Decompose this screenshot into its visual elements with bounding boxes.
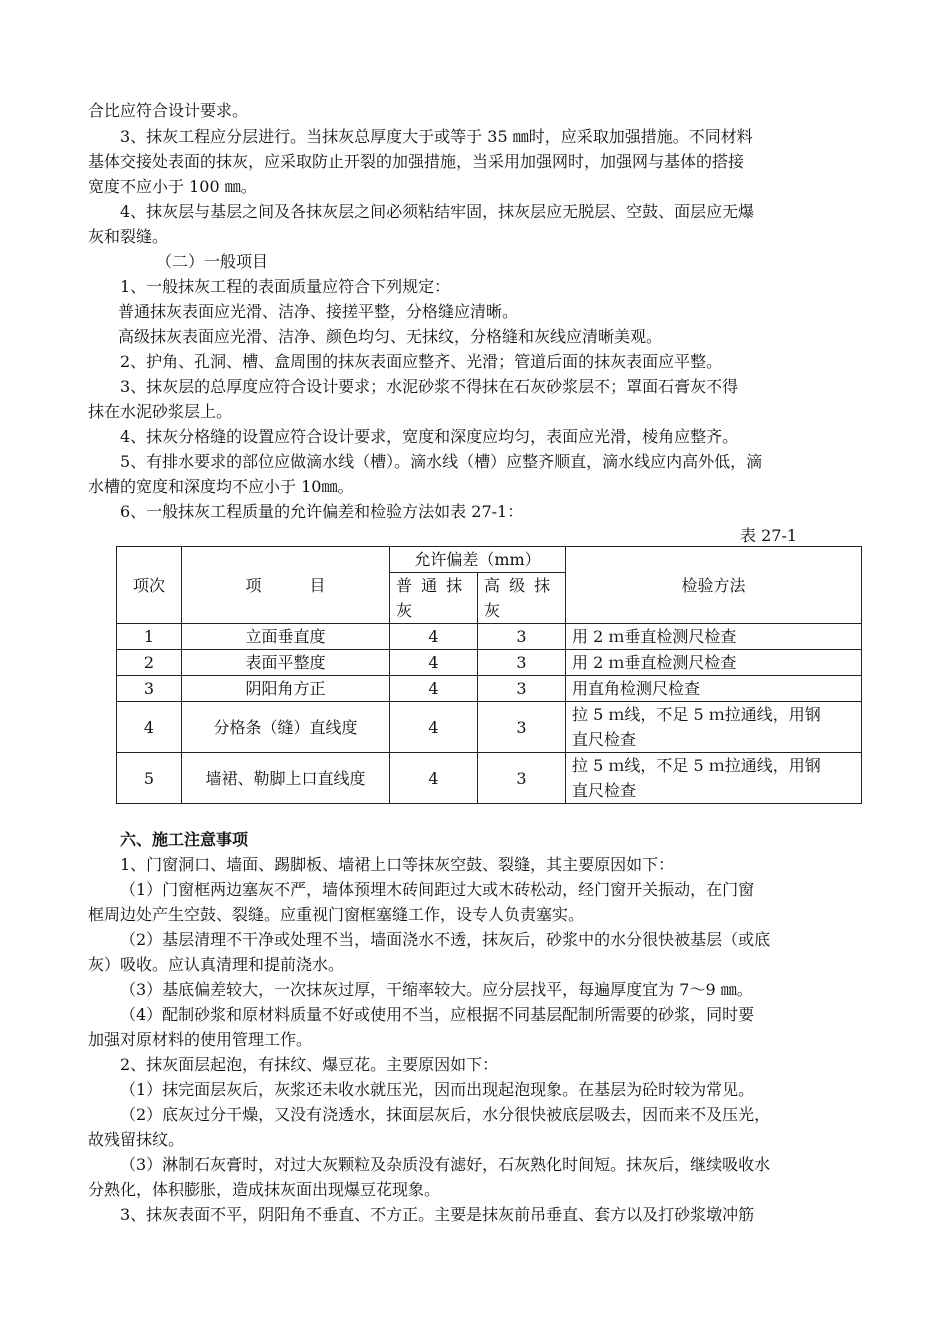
cell-item: 分格条（缝）直线度 (182, 702, 390, 753)
header-index: 项次 (117, 547, 182, 624)
paragraph-line: 宽度不应小于 100 ㎜。 (88, 177, 257, 196)
cell-method-line: 拉 5 ｍ线，不足 5 ｍ拉通线，用钢 (572, 705, 821, 724)
cell-method: 用 2 ｍ垂直检测尺检查 (566, 624, 862, 650)
cell-no: 3 (117, 676, 182, 702)
tolerance-table (116, 546, 862, 804)
cell-normal: 4 (390, 624, 478, 650)
table-row (117, 676, 862, 702)
paragraph-line: （1）门窗框两边塞灰不严，墙体预埋木砖间距过大或木砖松动，经门窗开关振动，在门窗 (120, 880, 755, 899)
paragraph-line: 普通抹灰表面应光滑、洁净、接搓平整，分格缝应清晰。 (118, 302, 519, 321)
table-row (117, 702, 862, 753)
paragraph-line: 抹在水泥砂浆层上。 (88, 402, 233, 421)
paragraph-line: 基体交接处表面的抹灰，应采取防止开裂的加强措施，当采用加强网时，加强网与基体的搭接 (88, 152, 745, 171)
table-row (117, 650, 862, 676)
paragraph-line: 2、抹灰面层起泡，有抹纹、爆豆花。主要原因如下： (120, 1055, 499, 1074)
paragraph-line: 3、抹灰表面不平，阴阳角不垂直、不方正。主要是抹灰前吊垂直、套方以及打砂浆墩冲筋 (120, 1205, 755, 1224)
paragraph-line: 框周边处产生空鼓、裂缝。应重视门窗框塞缝工作，设专人负责塞实。 (88, 905, 585, 924)
paragraph-line: 2、护角、孔洞、槽、盒周围的抹灰表面应整齐、光滑；管道后面的抹灰表面应平整。 (120, 352, 723, 371)
cell-advanced: 3 (478, 676, 566, 702)
cell-advanced: 3 (478, 753, 566, 804)
paragraph-line: 水槽的宽度和深度均不应小于 10㎜。 (88, 477, 354, 496)
cell-normal: 4 (390, 650, 478, 676)
cell-no: 5 (117, 753, 182, 804)
cell-method: 用直角检测尺检查 (566, 676, 862, 702)
paragraph-line: 合比应符合设计要求。 (88, 101, 249, 120)
cell-method-line: 直尺检查 (572, 730, 637, 749)
paragraph-line: 1、门窗洞口、墙面、踢脚板、墙裙上口等抹灰空鼓、裂缝，其主要原因如下： (120, 855, 675, 874)
cell-advanced: 3 (478, 702, 566, 753)
paragraph-line: 灰）吸收。应认真清理和提前浇水。 (88, 955, 345, 974)
header-method: 检验方法 (566, 547, 862, 624)
cell-normal: 4 (390, 753, 478, 804)
cell-item: 表面平整度 (182, 650, 390, 676)
header-item: 项 目 (182, 547, 390, 624)
cell-method (566, 702, 862, 753)
cell-method-line: 直尺检查 (572, 781, 637, 800)
cell-item: 立面垂直度 (182, 624, 390, 650)
cell-method (566, 753, 862, 804)
paragraph-line: 灰和裂缝。 (88, 227, 169, 246)
paragraph-line: （1）抹完面层灰后，灰浆还未收水就压光，因而出现起泡现象。在基层为砼时较为常见。 (120, 1080, 755, 1099)
paragraph-line: 4、抹灰层与基层之间及各抹灰层之间必须粘结牢固，抹灰层应无脱层、空鼓、面层应无爆 (120, 202, 755, 221)
paragraph-line: 4、抹灰分格缝的设置应符合设计要求，宽度和深度应均匀，表面应光滑，棱角应整齐。 (120, 427, 739, 446)
paragraph-line: 加强对原材料的使用管理工作。 (88, 1030, 313, 1049)
cell-no: 1 (117, 624, 182, 650)
cell-method-line: 拉 5 ｍ线，不足 5 ｍ拉通线，用钢 (572, 756, 821, 775)
header-normal: 普 通 抹 灰 (390, 573, 478, 624)
header-tolerance: 允许偏差（mm） (390, 547, 566, 573)
paragraph-line: 6、一般抹灰工程质量的允许偏差和检验方法如表 27-1： (120, 502, 524, 521)
cell-advanced: 3 (478, 624, 566, 650)
cell-normal: 4 (390, 676, 478, 702)
header-advanced: 高 级 抹 灰 (478, 573, 566, 624)
paragraph-line: （2）底灰过分干燥，又没有浇透水，抹面层灰后，水分很快被底层吸去，因而来不及压光， (120, 1105, 771, 1124)
cell-item: 阴阳角方正 (182, 676, 390, 702)
cell-no: 4 (117, 702, 182, 753)
paragraph-line: 3、抹灰工程应分层进行。当抹灰总厚度大于或等于 35 ㎜时，应采取加强措施。不同材料 (120, 127, 753, 146)
cell-no: 2 (117, 650, 182, 676)
cell-advanced: 3 (478, 650, 566, 676)
table-caption: 表 27-1 (740, 526, 798, 545)
paragraph-line: 5、有排水要求的部位应做滴水线（槽）。滴水线（槽）应整齐顺直，滴水线应内高外低，滴 (120, 452, 763, 471)
paragraph-line: 高级抹灰表面应光滑、洁净、颜色均匀、无抹纹，分格缝和灰线应清晰美观。 (118, 327, 663, 346)
paragraph-line: 故残留抹纹。 (88, 1130, 185, 1149)
cell-method: 用 2 ｍ垂直检测尺检查 (566, 650, 862, 676)
paragraph-line: （3）淋制石灰膏时，对过大灰颗粒及杂质没有滤好，石灰熟化时间短。抹灰后，继续吸收水 (120, 1155, 771, 1174)
section-subheading: （二）一般项目 (156, 252, 269, 271)
paragraph-line: （4）配制砂浆和原材料质量不好或使用不当，应根据不同基层配制所需要的砂浆，同时要 (120, 1005, 755, 1024)
paragraph-line: （2）基层清理不干净或处理不当，墙面浇水不透，抹灰后，砂浆中的水分很快被基层（或底 (120, 930, 771, 949)
table-row (117, 624, 862, 650)
section-heading: 六、施工注意事项 (120, 830, 249, 849)
paragraph-line: （3）基底偏差较大，一次抹灰过厚，干缩率较大。应分层找平，每遍厚度宜为 7～9 ㎜。 (120, 980, 753, 999)
paragraph-line: 1、一般抹灰工程的表面质量应符合下列规定： (120, 277, 451, 296)
cell-normal: 4 (390, 702, 478, 753)
paragraph-line: 分熟化，体积膨胀，造成抹灰面出现爆豆花现象。 (88, 1180, 441, 1199)
cell-item: 墙裙、勒脚上口直线度 (182, 753, 390, 804)
paragraph-line: 3、抹灰层的总厚度应符合设计要求；水泥砂浆不得抹在石灰砂浆层不；罩面石膏灰不得 (120, 377, 739, 396)
table-row (117, 753, 862, 804)
